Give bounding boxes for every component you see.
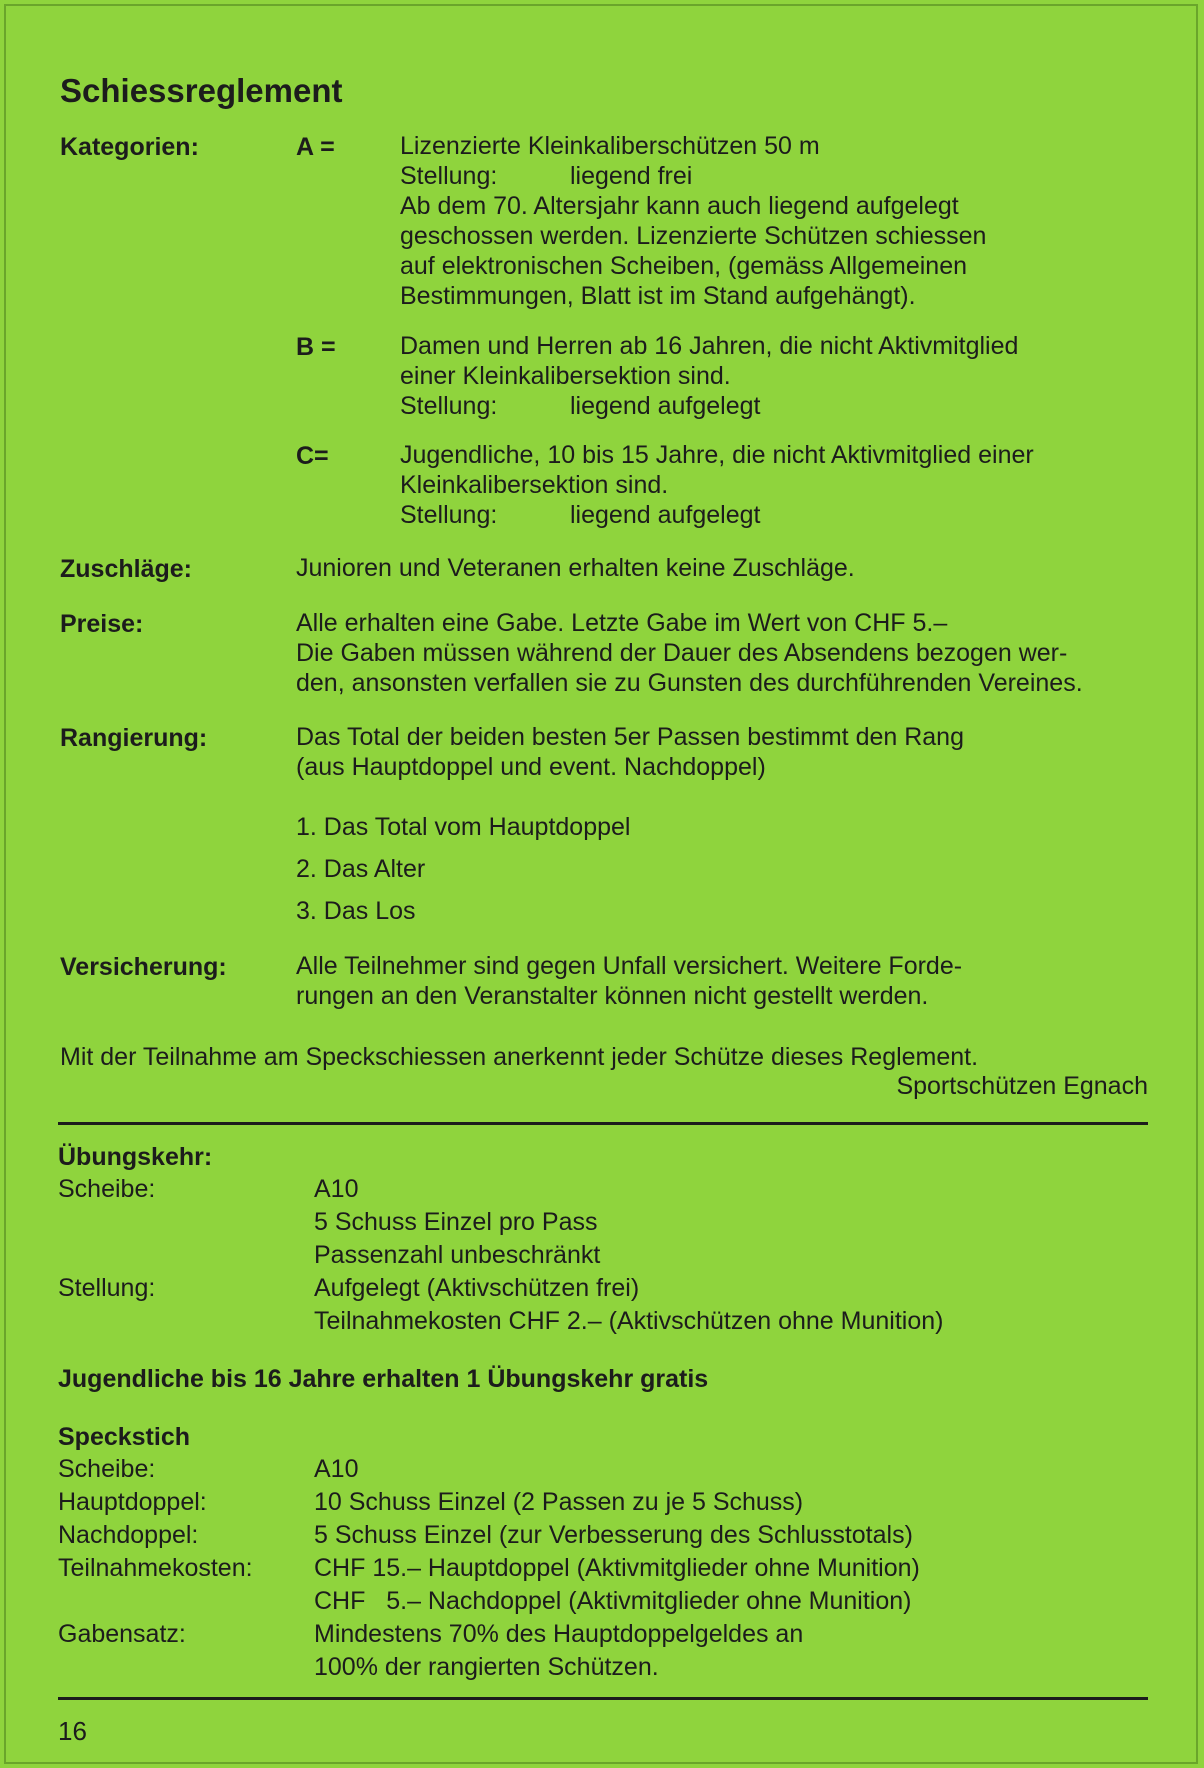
stellung-value: liegend aufgelegt	[570, 501, 761, 529]
speckstich-nachdoppel-value: 5 Schuss Einzel (zur Verbesserung des Schlusstotals)	[314, 1521, 913, 1549]
speckstich-teilnahmekosten-value-1: CHF 15.– Hauptdoppel (Aktivmitglieder ohne Munition)	[314, 1554, 920, 1582]
closing-statement: Mit der Teilnahme am Speckschiessen anerkennt jeder Schütze dieses Reglement.	[60, 1043, 979, 1071]
stellung-value: liegend aufgelegt	[570, 392, 761, 420]
rangierung-list-item-3: 3. Das Los	[296, 897, 416, 925]
speckstich-heading: Speckstich	[58, 1423, 191, 1451]
rangierung-list-item-1: 1. Das Total vom Hauptdoppel	[296, 813, 631, 841]
speckstich-teilnahmekosten-value-2: CHF 5.– Nachdoppel (Aktivmitglieder ohne Munition)	[314, 1587, 912, 1615]
page-title: Schiessreglement	[60, 72, 343, 109]
category-a-line-5: Bestimmungen, Blatt ist im Stand aufgehängt).	[400, 282, 916, 310]
label-zuschlaege: Zuschläge:	[60, 555, 192, 583]
category-a-line-3: geschossen werden. Lizenzierte Schützen schiessen	[400, 222, 987, 250]
uebungskehr-scheibe-line-3: Passenzahl unbeschränkt	[314, 1241, 601, 1269]
preise-line-1: Alle erhalten eine Gabe. Letzte Gabe im Wert von CHF 5.–	[296, 609, 948, 637]
speckstich-nachdoppel-label: Nachdoppel:	[58, 1521, 199, 1549]
label-rangierung: Rangierung:	[60, 724, 208, 752]
zuschlaege-text: Junioren und Veteranen erhalten keine Zuschläge.	[296, 554, 855, 582]
category-b-line-1: Damen und Herren ab 16 Jahren, die nicht Aktivmitglied	[400, 332, 1019, 360]
label-kategorien: Kategorien:	[60, 133, 199, 161]
signature: Sportschützen Egnach	[896, 1072, 1148, 1100]
speckstich-hauptdoppel-label: Hauptdoppel:	[58, 1488, 207, 1516]
category-c-line-1: Jugendliche, 10 bis 15 Jahre, die nicht Aktivmitglied einer	[400, 441, 1034, 469]
stellung-value: liegend frei	[570, 162, 693, 190]
rangierung-line-1: Das Total der beiden besten 5er Passen bestimmt den Rang	[296, 723, 964, 751]
speckstich-hauptdoppel-value: 10 Schuss Einzel (2 Passen zu je 5 Schuss)	[314, 1488, 804, 1516]
label-preise: Preise:	[60, 610, 144, 638]
label-versicherung: Versicherung:	[60, 953, 227, 981]
uebungskehr-heading: Übungskehr:	[58, 1143, 213, 1171]
uebungskehr-stellung-line-2: Teilnahmekosten CHF 2.– (Aktivschützen ohne Munition)	[314, 1307, 944, 1335]
uebungskehr-scheibe-line-1: A10	[314, 1175, 359, 1203]
category-c-key: C=	[296, 442, 329, 470]
speckstich-scheibe-label: Scheibe:	[58, 1455, 156, 1483]
jugend-note: Jugendliche bis 16 Jahre erhalten 1 Übungskehr gratis	[58, 1365, 709, 1393]
uebungskehr-stellung-label: Stellung:	[58, 1274, 156, 1302]
section-divider	[58, 1122, 1148, 1125]
uebungskehr-scheibe-line-2: 5 Schuss Einzel pro Pass	[314, 1208, 598, 1236]
category-b-line-2: einer Kleinkalibersektion sind.	[400, 362, 731, 390]
rangierung-list-item-2: 2. Das Alter	[296, 855, 426, 883]
category-a-line-4: auf elektronischen Scheiben, (gemäss Allgemeinen	[400, 252, 968, 280]
speckstich-gabensatz-value-2: 100% der rangierten Schützen.	[314, 1653, 659, 1681]
category-a-stellung	[400, 161, 692, 191]
versicherung-line-2: rungen an den Veranstalter können nicht gestellt werden.	[296, 982, 929, 1010]
speckstich-gabensatz-label: Gabensatz:	[58, 1620, 186, 1648]
category-c-line-2: Kleinkalibersektion sind.	[400, 471, 669, 499]
versicherung-line-1: Alle Teilnehmer sind gegen Unfall versichert. Weitere Forde-	[296, 952, 963, 980]
stellung-label: Stellung:	[400, 392, 498, 420]
stellung-label: Stellung:	[400, 501, 498, 529]
speckstich-scheibe-value: A10	[314, 1455, 359, 1483]
uebungskehr-stellung-line-1: Aufgelegt (Aktivschützen frei)	[314, 1274, 640, 1302]
page-number: 16	[58, 1716, 87, 1746]
category-b-stellung	[400, 391, 760, 421]
category-c-stellung	[400, 500, 760, 530]
speckstich-teilnahmekosten-label: Teilnahmekosten:	[58, 1554, 253, 1582]
stellung-label: Stellung:	[400, 162, 498, 190]
preise-line-2: Die Gaben müssen während der Dauer des Absendens bezogen wer-	[296, 639, 1068, 667]
category-a-line-2: Ab dem 70. Altersjahr kann auch liegend aufgelegt	[400, 192, 959, 220]
preise-line-3: den, ansonsten verfallen sie zu Gunsten des durchführenden Vereines.	[296, 669, 1083, 697]
category-b-key: B =	[296, 333, 336, 361]
category-a-line-1: Lizenzierte Kleinkaliberschützen 50 m	[400, 132, 820, 160]
rangierung-line-2: (aus Hauptdoppel und event. Nachdoppel)	[296, 753, 766, 781]
uebungskehr-scheibe-label: Scheibe:	[58, 1175, 156, 1203]
category-a-key: A =	[296, 133, 335, 161]
speckstich-gabensatz-value-1: Mindestens 70% des Hauptdoppelgeldes an	[314, 1620, 804, 1648]
footer-divider	[58, 1697, 1148, 1700]
